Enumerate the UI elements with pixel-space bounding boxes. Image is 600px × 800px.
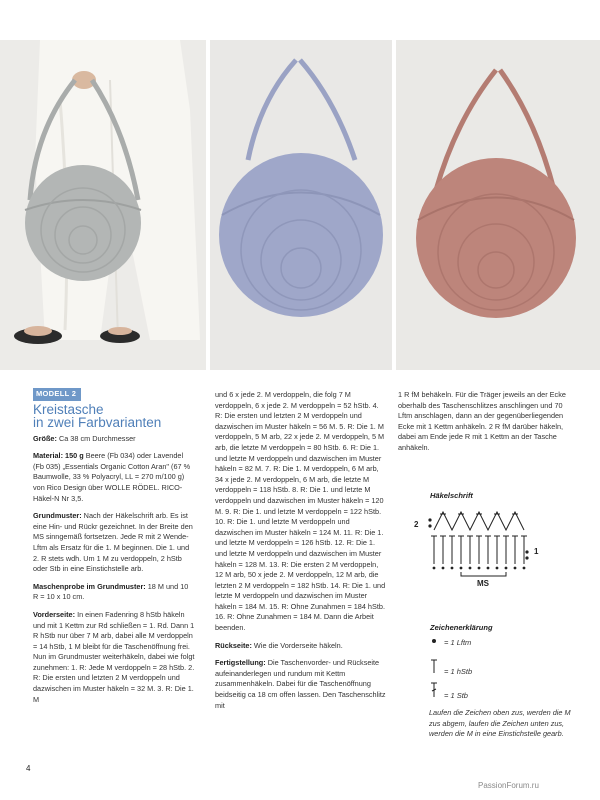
page-title xyxy=(33,403,195,429)
text-column-2 xyxy=(215,390,387,718)
half-double-crochet-icon xyxy=(430,658,444,676)
legend-hstb xyxy=(430,658,472,676)
instructions-continued: und 6 x jede 2. M verdoppeln, die folg 7 M verdoppeln, 6 x jede 2. M verdoppeln = 52 hStb. 4. R: Die ersten und letzten 2 M verdoppeln und dazwischen im Muster häkeln = 56 M. 5. R: Die 1. M verdoppeln, 5 M arb, 22 x jede 2. M verdoppeln, 5 M arb, die letzte M verdoppeln = 80 hStb. 6. R: Die 1. und letzte M verdoppeln und dazwischen im Muster häkeln = 82 M. 7. R: Die 1. M verdoppeln, 6 M arb, 34 x jede 2. M verdoppeln, 6 M arb, die letzte M verdoppeln = 118 hStb. 8. R: Die 1. und letzte M verdoppeln und dazwischen im Muster häkeln = 120 M. 9. R: Die 1. und letzte M verdoppeln = 122 hStb. 10. R: Die 1. und letzte M verdoppeln und dazwischen im Muster häkeln = 124 M. 11. R: Die 1. und letzte M verdoppeln = 126 hStb. 12. R: Die 1. und letzte M verdoppeln und dazwischen im Muster häkeln = 128 M. 13. R: Die ersten 2 M verdoppeln, 12 M arb, 50 x jede 2. M verdoppeln, 12 M arb, die letzten 2 M verdoppeln = 182 hStb. 14. R: Die 1. und letzte M verdoppeln und dazwischen im Muster häkeln = 184 M. 15. R: Ohne Zunahmen = 184 hStb. 16. R: Ohne Zunahmen = 184 M. Dann die Arbeit beenden. xyxy=(215,390,386,633)
rueckseite-label: Rückseite: xyxy=(215,640,252,650)
text-column-3 xyxy=(398,390,570,461)
legend-hstb-text: = 1 hStb xyxy=(444,667,473,676)
modell-badge: MODELL 2 xyxy=(33,388,81,401)
maschenprobe-paragraph xyxy=(33,582,195,603)
double-crochet-icon xyxy=(430,682,444,700)
material-text: Beere (Fb 034) oder Lavendel (Fb 035) „Essentials Organic Cotton Aran" (67 % Baumwolle, 33 % Polyacryl, LL = 270 m/100 g) von Rico Design über WOLLE RÖDEL. RICO-Häkel-N Nr 3,5. xyxy=(33,451,191,503)
vorderseite-label: Vorderseite: xyxy=(33,609,76,619)
text-column-1 xyxy=(33,388,195,712)
row-label-1: 1 xyxy=(534,547,539,556)
diagram-title: Häkelschrift xyxy=(430,491,473,500)
grundmuster-paragraph xyxy=(33,511,195,575)
groesse-text: Ca 38 cm Durchmesser xyxy=(56,433,136,443)
fertig-paragraph xyxy=(215,658,387,711)
material-paragraph xyxy=(33,451,195,504)
photo-model-grey-bag xyxy=(0,40,206,370)
chain-dot-icon xyxy=(430,637,444,647)
page-number: 4 xyxy=(26,764,31,773)
photo-lavender-bag xyxy=(210,40,392,370)
vorderseite-text: In einen Fadenring 8 hStb häkeln und mit 1 Kettm zur Rd schließen = 1. Rd. Dann 1 R hStb nur über 7 M arb, dabei alle M verdoppeln = 14 hStb, 1 M bleibt für die Taschenöffnung frei. Nun im Grundmuster weiterhäkeln, dabei wie folgt zunehmen: 1. R: Jede M verdoppeln = 28 hStb. 2. R: Die ersten und letzten 2 M verdoppeln und dazwischen im Muster häkeln = 32 M. 3. R: Die 1. M xyxy=(33,609,195,704)
legend-stb-text: = 1 Stb xyxy=(444,691,468,700)
title-line-2: in zwei Farbvarianten xyxy=(33,414,162,430)
maschenprobe-label: Maschenprobe im Grundmuster: xyxy=(33,581,146,591)
material-amount: 150 g xyxy=(63,451,84,461)
fertig-label: Fertigstellung: xyxy=(215,658,266,668)
crochet-diagram xyxy=(410,502,560,597)
grundmuster-label: Grundmuster: xyxy=(33,511,82,521)
watermark: PassionForum.ru xyxy=(478,781,539,790)
rueckseite-text: Wie die Vorderseite häkeln. xyxy=(251,640,343,650)
material-label: Material: xyxy=(33,451,64,461)
fertig-text: Die Taschenvorder- und Rückseite aufeinanderlegen und rundum mit Kettm zusammenhäkeln. Dabei für die Taschenöffnung beidseitig ca 18 cm offen lassen. Den Taschenschlitz mit xyxy=(215,658,386,710)
photo-strip xyxy=(0,40,600,370)
legend-stb xyxy=(430,682,468,700)
photo-berry-bag xyxy=(396,40,600,370)
vorderseite-paragraph xyxy=(33,610,195,705)
legend-lftm-text: = 1 Lftm xyxy=(444,638,472,647)
legend-note: Laufen die Zeichen oben zus, werden die M zus abgem, laufen die Zeichen unten zus, werden die M in eine Einstichstelle gearb. xyxy=(429,708,571,738)
ms-label: MS xyxy=(477,579,489,588)
row-label-2: 2 xyxy=(414,520,419,529)
maschenprobe-text: 18 M und 10 R = 10 x 10 cm. xyxy=(33,581,189,602)
groesse-paragraph xyxy=(33,434,195,445)
fertig-continued: 1 R fM behäkeln. Für die Träger jeweils an der Ecke oberhalb des Taschenschlitzes anschlingen und 70 Lftm anschlagen, dann an der gegenüberliegenden Ecke mit 1 Kettm anhäkeln. 2 R fM darüber häkeln, dabei am Ende jede R mit 1 Kettm an der Tasche anhäkeln. xyxy=(398,390,566,452)
grundmuster-text: Nach der Häkelschrift arb. Es ist eine Hin- und Rückr gezeichnet. In der Breite den MS sinngemäß fortsetzen. Jede R mit 2 Wende-Lftm als Ersatz für die 1. M beginnen. Die 1. und 2. R stets wdh. Um 1 M zu verdoppeln, 2 hStb oder Stb in eine Einstichstelle arb. xyxy=(33,511,193,574)
rueckseite-paragraph xyxy=(215,641,387,652)
legend-lftm xyxy=(430,637,471,647)
groesse-label: Größe: xyxy=(33,433,57,443)
title-line-1: Kreistasche xyxy=(33,401,104,417)
legend-title: Zeichenerklärung xyxy=(430,623,493,632)
